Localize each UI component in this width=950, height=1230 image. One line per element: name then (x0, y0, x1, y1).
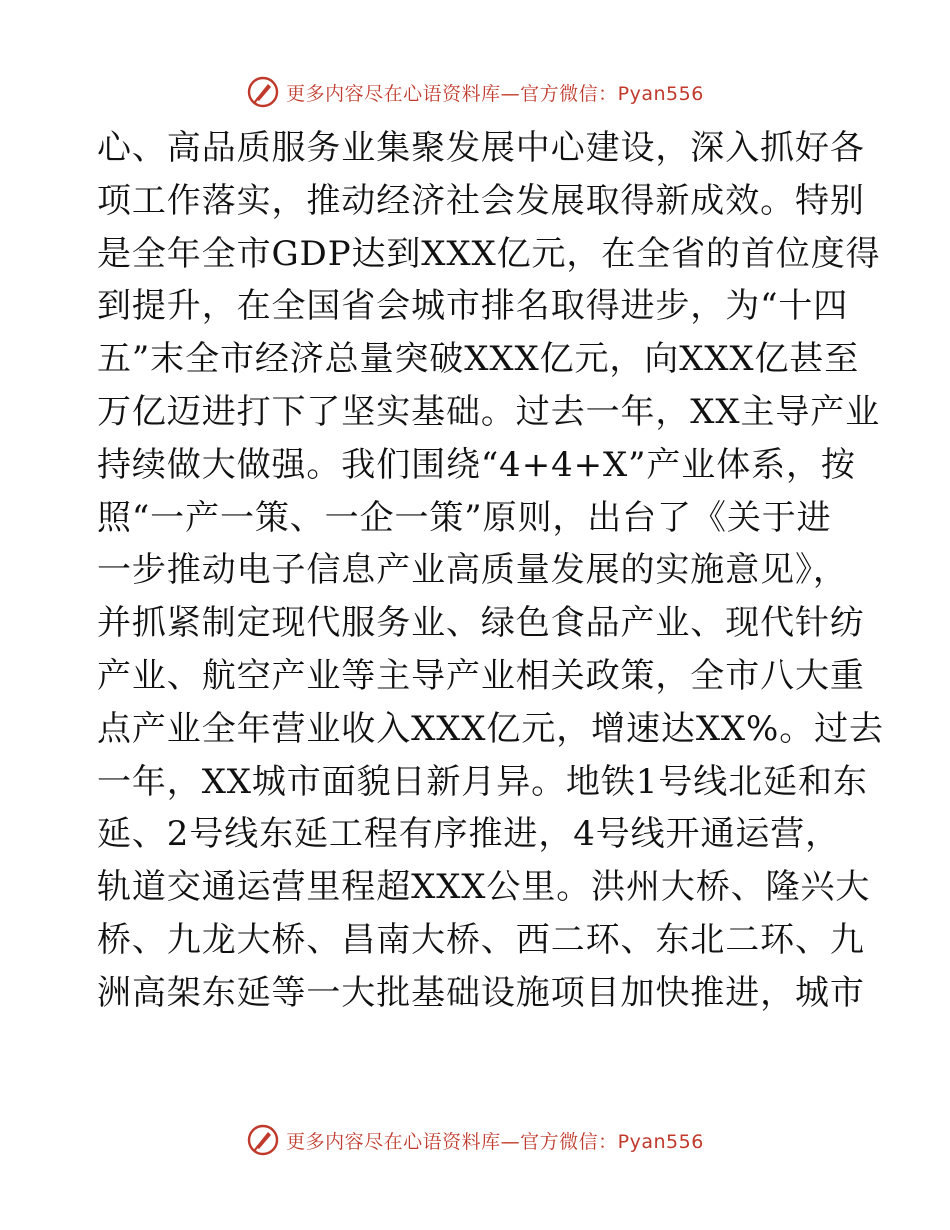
text-line: 是全年全市GDP达到XXX亿元，在全省的首位度得 (97, 233, 881, 274)
text-line: 并抓紧制定现代服务业、绿色食品产业、现代针纺 (97, 603, 865, 644)
text-line: 到提升，在全国省会城市排名取得进步，为“十四 (97, 286, 849, 327)
watermark-text: 更多内容尽在心语资料库—官方微信：Pyan556 (286, 1130, 704, 1153)
text-line: 轨道交通运营里程超XXX公里。洪州大桥、隆兴大 (97, 867, 871, 908)
text-line: 五”末全市经济总量突破XXX亿元，向XXX亿甚至 (97, 339, 860, 380)
text-line: 点产业全年营业收入XXX亿元，增速达XX%。过去 (97, 708, 884, 749)
text-line: 项工作落实，推动经济社会发展取得新成效。特别 (97, 180, 865, 221)
text-line: 照“一产一策、一企一策”原则，出台了《关于进 (97, 497, 832, 538)
text-line: 桥、九龙大桥、昌南大桥、西二环、东北二环、九 (97, 919, 865, 960)
text-line: 产业、航空产业等主导产业相关政策，全市八大重 (97, 655, 865, 696)
text-line: 洲高架东延等一大批基础设施项目加快推进，城市 (97, 972, 865, 1013)
text-line: 一步推动电子信息产业高质量发展的实施意见》， (97, 550, 848, 591)
header-watermark (0, 72, 950, 112)
text-line: 延、2号线东延工程有序推进，4号线开通运营， (97, 814, 841, 855)
watermark-text: 更多内容尽在心语资料库—官方微信：Pyan556 (286, 82, 704, 105)
quill-logo-icon (246, 75, 280, 109)
footer-watermark (0, 1120, 950, 1160)
quill-logo-icon (246, 1123, 280, 1157)
text-line: 一年，XX城市面貌日新月异。地铁1号线北延和东 (97, 761, 868, 802)
text-line: 万亿迈进打下了坚实基础。过去一年，XX主导产业 (97, 391, 881, 432)
document-body (97, 122, 884, 1020)
text-line: 持续做大做强。我们围绕“4+4+X”产业体系，按 (97, 444, 856, 485)
text-line: 心、高品质服务业集聚发展中心建设，深入抓好各 (97, 128, 865, 168)
